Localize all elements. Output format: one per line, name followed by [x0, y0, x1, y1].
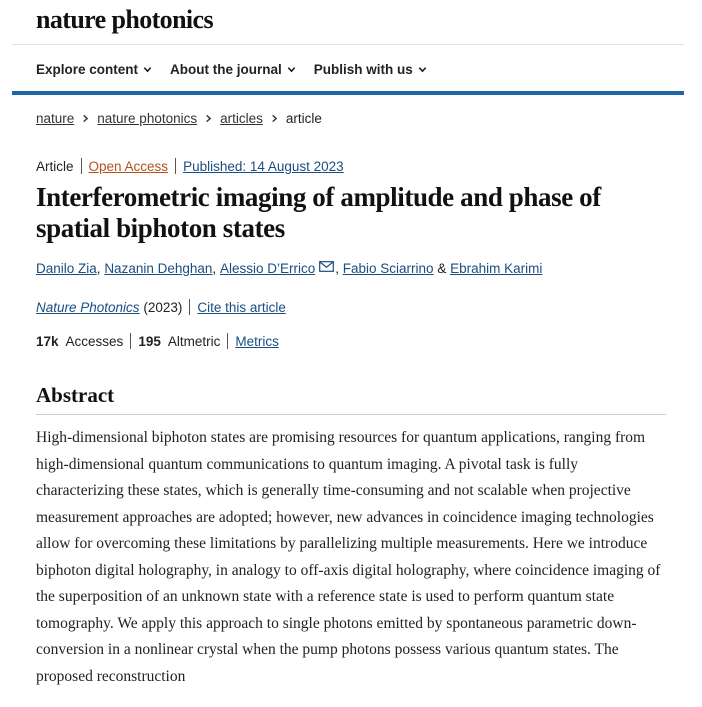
citation-divider [189, 299, 190, 315]
breadcrumb-articles[interactable]: articles [220, 111, 263, 126]
article-type: Article [36, 158, 74, 174]
journal-logo[interactable]: nature photonics [36, 5, 214, 34]
chevron-right-icon [204, 114, 213, 123]
nav-label: Explore content [36, 61, 139, 77]
mail-icon[interactable] [319, 261, 334, 272]
journal-name-link[interactable]: Nature Photonics [36, 299, 140, 315]
abstract-text: High-dimensional biphoton states are promising resources for quantum applications, ranging from high-dimensional quantum communications to quantum imaging. A pivotal task is fully characterizing these states, which is generally time-consuming and not scalable when projective measurement approaches are adopted; however, new advances in coincidence imaging technologies allow for overcoming these limitations by parallelizing multiple measurements. Here we introduce biphoton digital holography, in analogy to off-axis digital holography, where coincidence imaging of the superposition of an unknown state with a reference state is used to perform quantum state tomography. We apply this approach to single photons emitted by spontaneous parametric down-conversion in a nonlinear crystal when the pump photons possess various quantum states. The proposed reconstruction [36, 429, 661, 685]
citation-line [36, 299, 286, 315]
author-link[interactable]: Alessio D’Errico [219, 261, 316, 276]
nav-about-the-journal[interactable] [170, 62, 296, 77]
chevron-right-icon [81, 114, 90, 123]
breadcrumb-current: article [285, 111, 322, 126]
breadcrumb-nature-photonics[interactable]: nature photonics [97, 111, 198, 126]
header-divider [12, 44, 684, 45]
chevron-down-icon [418, 65, 427, 74]
article-title: Interferometric imaging of amplitude and phase of spatial biphoton states [36, 182, 601, 243]
accesses-count: 17k [36, 333, 59, 349]
open-access-link[interactable]: Open Access [88, 158, 169, 174]
metrics-divider [130, 333, 131, 349]
author-list [36, 261, 542, 276]
author-separator: , [212, 261, 217, 276]
chevron-down-icon [287, 65, 296, 74]
meta-divider [175, 158, 176, 174]
chevron-right-icon [270, 114, 279, 123]
breadcrumb [36, 111, 322, 126]
nav-label: Publish with us [313, 61, 413, 77]
accesses-label: Accesses [65, 333, 124, 349]
chevron-down-icon [143, 65, 152, 74]
article-meta [36, 158, 344, 174]
author-link[interactable]: Ebrahim Karimi [450, 261, 543, 276]
nav-explore-content[interactable] [36, 62, 152, 77]
author-ampersand: & [437, 261, 447, 276]
main-nav [36, 58, 445, 80]
abstract-divider [36, 414, 666, 415]
abstract-heading: Abstract [36, 383, 115, 407]
author-separator: , [335, 261, 339, 276]
metrics-divider [227, 333, 228, 349]
altmetric-label: Altmetric [167, 333, 221, 349]
author-separator: , [96, 261, 101, 276]
author-link[interactable]: Nazanin Dehghan [104, 261, 213, 276]
meta-divider [81, 158, 82, 174]
author-link[interactable]: Danilo Zia [36, 261, 97, 276]
breadcrumb-nature[interactable]: nature [36, 111, 75, 126]
cite-this-article-link[interactable]: Cite this article [197, 299, 286, 315]
nav-label: About the journal [170, 61, 282, 77]
altmetric-score: 195 [138, 333, 161, 349]
author-link[interactable]: Fabio Sciarrino [342, 261, 434, 276]
metrics-link[interactable]: Metrics [235, 333, 279, 349]
metrics-line [36, 333, 279, 349]
published-date-link[interactable]: Published: 14 August 2023 [183, 158, 344, 174]
publication-year: (2023) [143, 299, 183, 315]
nav-publish-with-us[interactable] [314, 62, 427, 77]
nav-accent-bar [12, 91, 684, 95]
